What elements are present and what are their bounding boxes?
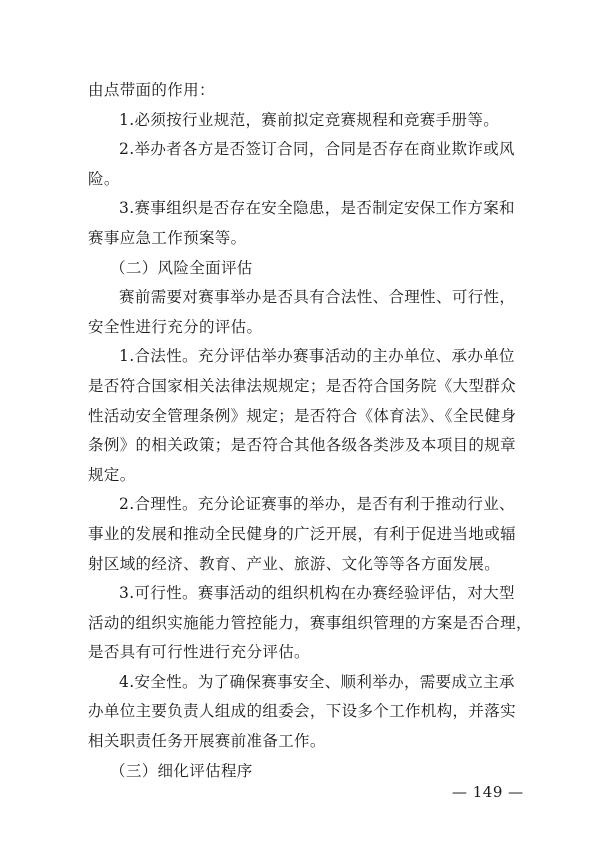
text-line: 办单位主要负责人组成的组委会，下设多个工作机构，并落实 bbox=[88, 702, 516, 721]
paragraph bbox=[88, 135, 522, 194]
paragraph bbox=[88, 76, 522, 106]
paragraph bbox=[88, 342, 522, 490]
text-line: 活动的组织实施能力管控能力，赛事组织管理的方案是否合理， bbox=[88, 613, 532, 632]
text-line: 射区域的经济、教育、产业、旅游、文化等等各方面发展。 bbox=[88, 554, 501, 573]
paragraph bbox=[88, 194, 522, 253]
paragraph bbox=[88, 668, 522, 757]
text-line: 1.合法性。充分评估举办赛事活动的主办单位、承办单位 bbox=[119, 347, 515, 366]
paragraph bbox=[88, 106, 522, 136]
paragraph bbox=[88, 490, 522, 579]
section-heading bbox=[88, 254, 522, 284]
text-line: 性活动安全管理条例》规定；是否符合《体育法》、《全民健身 bbox=[88, 406, 517, 425]
text-line: 4.安全性。为了确保赛事安全、顺利举办，需要成立主承 bbox=[119, 672, 515, 691]
text-line: 安全性进行充分的评估。 bbox=[88, 317, 263, 336]
text-line: 1.必须按行业规范，赛前拟定竞赛规程和竞赛手册等。 bbox=[119, 110, 500, 129]
text-line: 赛前需要对赛事举办是否具有合法性、合理性、可行性， bbox=[119, 288, 516, 307]
heading-line: （三）细化评估程序 bbox=[110, 761, 253, 780]
paragraph bbox=[88, 283, 522, 342]
text-line: 规定。 bbox=[88, 465, 136, 484]
text-line: 3.赛事组织是否存在安全隐患，是否制定安保工作方案和 bbox=[119, 199, 515, 218]
text-line: 3.可行性。赛事活动的组织机构在办赛经验评估，对大型 bbox=[119, 584, 515, 603]
text-line: 事业的发展和推动全民健身的广泛开展，有利于促进当地或辐 bbox=[88, 524, 516, 543]
text-line: 是否符合国家相关法律法规规定；是否符合国务院《大型群众 bbox=[88, 376, 516, 395]
text-line: 2.举办者各方是否签订合同，合同是否存在商业欺诈或风 bbox=[119, 140, 515, 159]
page-number: — 149 — bbox=[452, 783, 524, 801]
heading-line: （二）风险全面评估 bbox=[110, 258, 253, 277]
text-line: 险。 bbox=[88, 169, 120, 188]
text-line: 2.合理性。充分论证赛事的举办，是否有利于推动行业、 bbox=[119, 495, 515, 514]
document-body bbox=[88, 76, 532, 786]
paragraph bbox=[88, 579, 532, 668]
text-line: 由点带面的作用： bbox=[88, 81, 215, 99]
text-line: 条例》的相关政策；是否符合其他各级各类涉及本项目的规章 bbox=[88, 436, 516, 455]
text-line: 相关职责任务开展赛前准备工作。 bbox=[88, 732, 326, 751]
section-heading bbox=[88, 757, 522, 787]
text-line: 是否具有可行性进行充分评估。 bbox=[88, 643, 310, 662]
text-line: 赛事应急工作预案等。 bbox=[88, 228, 247, 247]
